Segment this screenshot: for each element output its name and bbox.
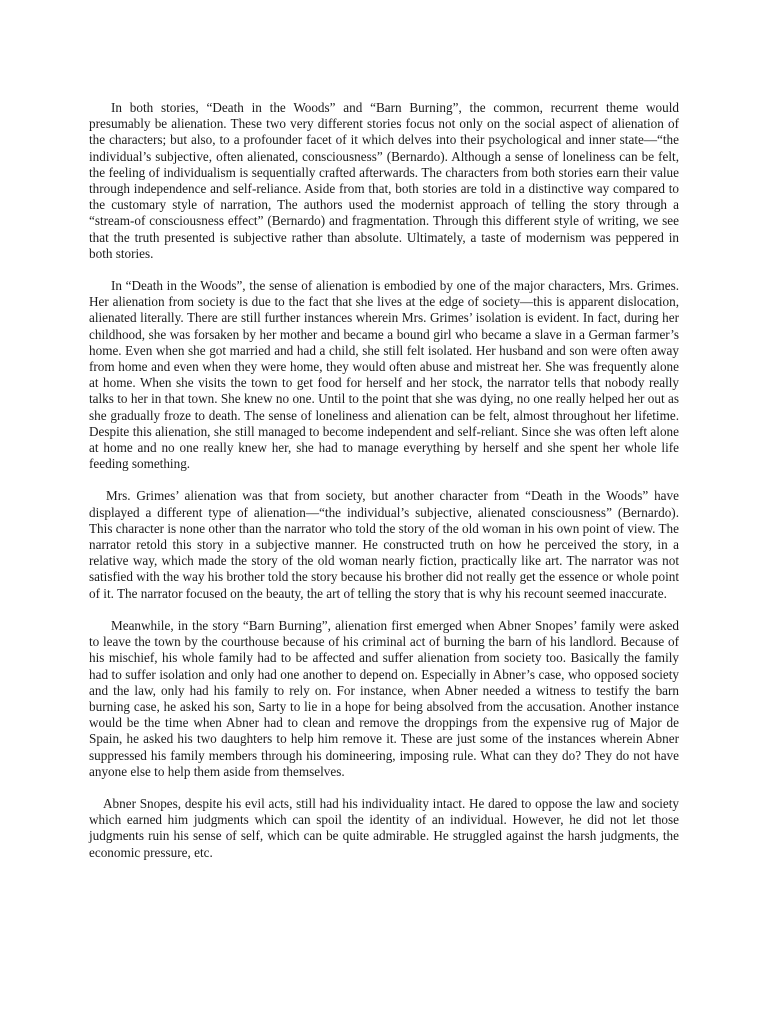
paragraph-4: Meanwhile, in the story “Barn Burning”, alienation first emerged when Abner Snopes’ family were asked to leave the town by the courthouse because of his criminal act of burning the barn of his landlord. Because of his mischief, his whole family had to be affected and suffer alienation from society too. Basically the family had to suffer isolation and only had one another to depend on. Especially in Abner’s case, who opposed society and the law, only had his family to rely on. For instance, when Abner needed a witness to testify the barn burning case, he asked his son, Sarty to lie in a hope for being absolved from the accusation. Another instance would be the time when Abner had to clean and remove the droppings from the expensive rug of Major de Spain, he asked his two daughters to help him remove it. These are just some of the instances wherein Abner suppressed his family members through his domineering, imposing rule. What can they do? They do not have anyone else to help them aside from themselves.	[89, 617, 679, 779]
paragraph-1: In both stories, “Death in the Woods” and “Barn Burning”, the common, recurrent theme would presumably be alienation. These two very different stories focus not only on the social aspect of alienation of the characters; but also, to a profounder facet of it which delves into their psychological and inner state—“the individual’s subjective, often alienated, consciousness” (Bernardo). Although a sense of loneliness can be felt, the feeling of individualism is sequentially crafted afterwards. The characters from both stories earn their value through independence and self-reliance. Aside from that, both stories are told in a distinctive way compared to the customary style of narration, The authors used the modernist approach of telling the story through a “stream-of consciousness effect” (Bernardo) and fragmentation. Through this different style of writing, we see that the truth presented is subjective rather than absolute. Ultimately, a taste of modernism was peppered in both stories.	[89, 100, 679, 261]
paragraph-2: In “Death in the Woods”, the sense of alienation is embodied by one of the major characters, Mrs. Grimes. Her alienation from society is due to the fact that she lives at the edge of society—this is apparent dislocation, alienated literally. There are still further instances wherein Mrs. Grimes’ isolation is evident. In fact, during her childhood, she was forsaken by her mother and became a bound girl who became a slave in a German farmer’s home. Even when she got married and had a child, she still felt isolated. Her husband and son were often away from home and even when they were home, they would often abuse and mistreat her. She was frequently alone at home. When she visits the town to get food for herself and her stock, the narrator tells that nobody really talks to her in that town. She knew no one. Until to the point that she was dying, no one really helped her out as she gradually froze to death. The sense of loneliness and alienation can be felt, almost throughout her lifetime. Despite this alienation, she still managed to become independent and self-reliant. Since she was often left alone at home and no one really knew her, she had to manage everything by herself and she spent her whole life feeding something.	[89, 278, 679, 472]
paragraph-3: Mrs. Grimes’ alienation was that from society, but another character from “Death in the Woods” have displayed a different type of alienation—“the individual’s subjective, alienated consciousness” (Bernardo). This character is none other than the narrator who told the story of the old woman in his own point of view. The narrator retold this story in a subjective manner. He constructed truth on how he perceived the story, in a relative way, which made the story of the old woman nearly fiction, practically like art. The narrator was not satisfied with the way his brother told the story because his brother did not really get the essence or whole point of it. The narrator focused on the beauty, the art of telling the story that is why his recount seemed inaccurate.	[89, 488, 679, 601]
paragraph-5: Abner Snopes, despite his evil acts, still had his individuality intact. He dared to oppose the law and society which earned him judgments which can spoil the identity of an individual. However, he did not let those judgments ruin his sense of self, which can be quite admirable. He struggled against the harsh judgments, the economic pressure, etc.	[89, 795, 679, 860]
essay-body	[89, 100, 679, 877]
